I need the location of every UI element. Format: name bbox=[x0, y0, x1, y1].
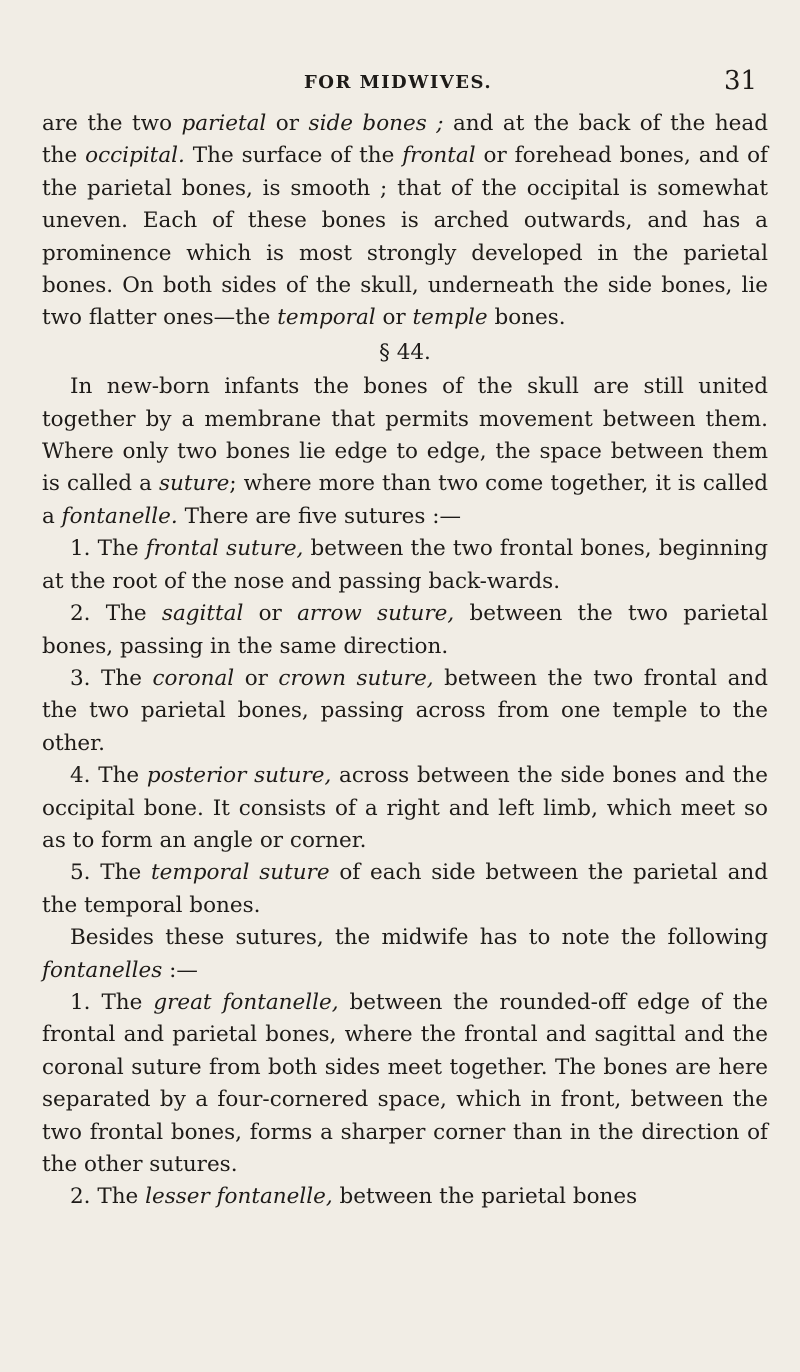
italic-term: great fontanelle, bbox=[153, 989, 339, 1015]
running-title: FOR MIDWIVES. bbox=[304, 72, 493, 93]
page-number: 31 bbox=[724, 66, 758, 96]
text-run: 2. The bbox=[70, 601, 162, 627]
text-run: between the two parietal bones, passing in the same direction. bbox=[42, 601, 769, 659]
text-run: 1. The bbox=[70, 536, 146, 562]
text-run: between the rounded-off edge of the frontal and parietal bones, where the frontal and sagittal and the coronal suture from both sides meet together. The bones are here separated by a four-cornered space, which in front, between the two frontal bones, forms a sharper corner than in the direction of the other sutures. bbox=[42, 989, 768, 1177]
text-run: In new-born infants the bones of the skull are still united together by a membrane that permits movement between them. Where only two bones lie edge to edge, the space between them is called a bbox=[42, 374, 768, 497]
list-item bbox=[42, 598, 768, 663]
italic-term: parietal bbox=[181, 111, 267, 136]
italic-term: temporal suture bbox=[150, 860, 330, 886]
text-run: 5. The bbox=[70, 860, 151, 886]
text-run: between the parietal bones bbox=[332, 1184, 638, 1210]
italic-term: arrow suture, bbox=[297, 601, 455, 627]
text-run: There are five sutures :— bbox=[177, 503, 462, 529]
italic-term: temporal bbox=[277, 305, 376, 331]
italic-term: frontal bbox=[402, 143, 476, 169]
italic-term: posterior suture, bbox=[146, 763, 332, 789]
italic-term: side bones ; bbox=[308, 111, 444, 136]
text-run: 3. The bbox=[70, 665, 153, 691]
paragraph bbox=[42, 922, 768, 987]
text-run: :— bbox=[162, 957, 198, 983]
paragraph bbox=[42, 108, 768, 335]
text-run: or bbox=[234, 665, 279, 691]
italic-term: coronal bbox=[152, 665, 235, 691]
list-item bbox=[42, 1181, 768, 1213]
text-run: ; where more than two come together, it is called a bbox=[42, 471, 768, 529]
text-run: or forehead bones, and of the parietal bones, is smooth ; that of the occipital is somewhat uneven. Each of these bones is arched outwards, and has a prominence which is most strongly developed in the parietal bones. On both sides of the skull, underneath the side bones, lie two flatter ones—the bbox=[42, 143, 768, 331]
italic-term: occipital. bbox=[85, 143, 185, 169]
paragraph bbox=[42, 371, 768, 533]
text-run: are the two bbox=[42, 111, 182, 136]
text-run: 4. The bbox=[70, 763, 147, 789]
list-item bbox=[42, 663, 768, 760]
page-body bbox=[42, 108, 768, 1214]
italic-term: crown suture, bbox=[278, 665, 434, 691]
italic-term: temple bbox=[412, 305, 488, 331]
list-item bbox=[42, 533, 768, 598]
list-item bbox=[42, 987, 768, 1181]
italic-term: fontanelles bbox=[42, 957, 163, 983]
italic-term: frontal suture, bbox=[145, 536, 304, 562]
italic-term: fontanelle. bbox=[61, 503, 178, 529]
italic-term: suture bbox=[158, 471, 230, 497]
italic-term: lesser fontanelle, bbox=[145, 1184, 333, 1210]
text-run: between the two frontal and the two parietal bones, passing across from one temple to the other. bbox=[42, 665, 768, 756]
text-run: bones. bbox=[487, 305, 566, 331]
text-run: 1. The bbox=[70, 989, 154, 1015]
text-run: The surface of the bbox=[184, 143, 403, 169]
text-run: of each side between the parietal and the temporal bones. bbox=[42, 860, 768, 918]
list-item bbox=[42, 857, 768, 922]
list-item bbox=[42, 760, 768, 857]
text-run: or bbox=[375, 305, 413, 331]
text-run: or bbox=[266, 111, 309, 136]
italic-term: sagittal bbox=[161, 601, 244, 627]
text-run: 2. The bbox=[70, 1184, 146, 1210]
text-run: across between the side bones and the occipital bone. It consists of a right and left limb, which meet so as to form an angle or corner. bbox=[42, 763, 768, 853]
section-heading: § 44. bbox=[379, 339, 431, 365]
page-header bbox=[0, 62, 800, 102]
text-run: or bbox=[243, 601, 298, 627]
text-run: Besides these sutures, the midwife has to note the following bbox=[70, 925, 768, 951]
text-run: and at the back of the head the bbox=[42, 111, 768, 169]
text-run: between the two frontal bones, beginning at the root of the nose and passing back-wards. bbox=[42, 536, 768, 594]
